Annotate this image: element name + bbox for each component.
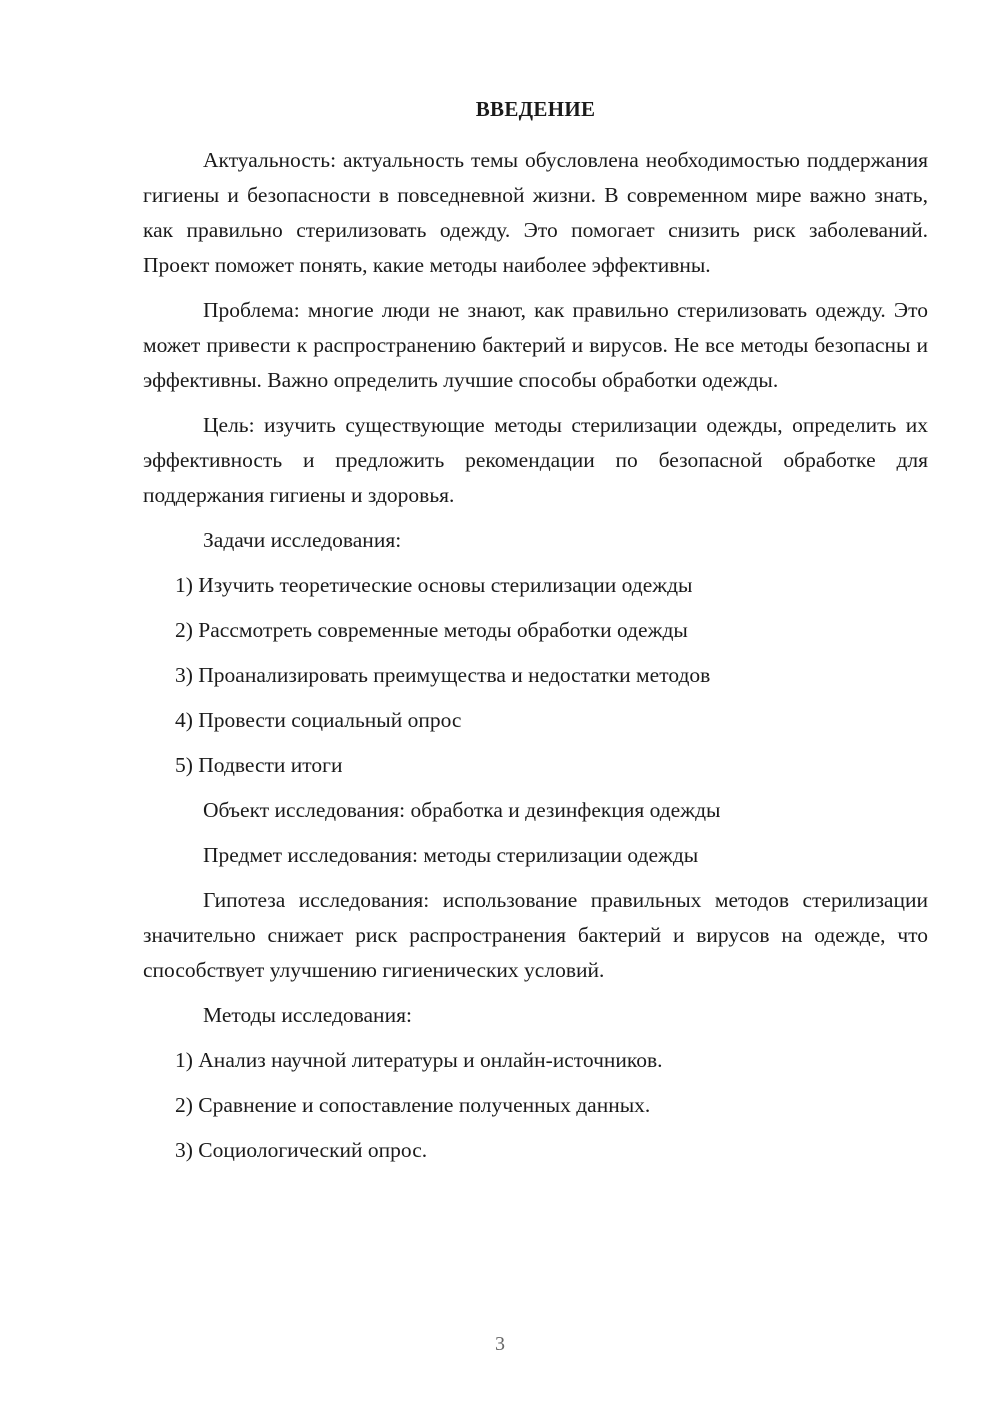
goal-paragraph: Цель: изучить существующие методы стерилизации одежды, определить их эффективность и предложить рекомендации по безопасной обработке для поддержания гигиены и здоровья. <box>143 413 928 507</box>
method-item-1: 1) Анализ научной литературы и онлайн-источников. <box>175 1048 663 1072</box>
relevance-paragraph: Актуальность: актуальность темы обусловлена необходимостью поддержания гигиены и безопасности в повседневной жизни. В современном мире важно знать, как правильно стерилизовать одежду. Это помогает снизить риск заболеваний. Проект поможет понять, какие методы наиболее эффективны. <box>143 148 928 277</box>
task-item-1: 1) Изучить теоретические основы стерилизации одежды <box>175 573 693 597</box>
method-item-3: 3) Социологический опрос. <box>175 1138 428 1162</box>
problem-paragraph: Проблема: многие люди не знают, как правильно стерилизовать одежду. Это может привести к распространению бактерий и вирусов. Не все методы безопасны и эффективны. Важно определить лучшие способы обработки одежды. <box>143 298 928 392</box>
task-item-5: 5) Подвести итоги <box>175 753 343 777</box>
task-item-4: 4) Провести социальный опрос <box>175 708 462 732</box>
tasks-heading: Задачи исследования: <box>203 528 402 552</box>
method-item-2: 2) Сравнение и сопоставление полученных данных. <box>175 1093 651 1117</box>
page-number: 3 <box>495 1333 505 1355</box>
methods-heading: Методы исследования: <box>203 1003 412 1027</box>
research-object: Объект исследования: обработка и дезинфекция одежды <box>203 798 721 822</box>
document-page <box>143 95 928 1178</box>
research-subject: Предмет исследования: методы стерилизации одежды <box>203 843 699 867</box>
hypothesis-paragraph: Гипотеза исследования: использование правильных методов стерилизации значительно снижает риск распространения бактерий и вирусов на одежде, что способствует улучшению гигиенических условий. <box>143 888 928 982</box>
task-item-3: 3) Проанализировать преимущества и недостатки методов <box>175 663 711 687</box>
task-item-2: 2) Рассмотреть современные методы обработки одежды <box>175 618 688 642</box>
page-title: ВВЕДЕНИЕ <box>475 97 596 121</box>
